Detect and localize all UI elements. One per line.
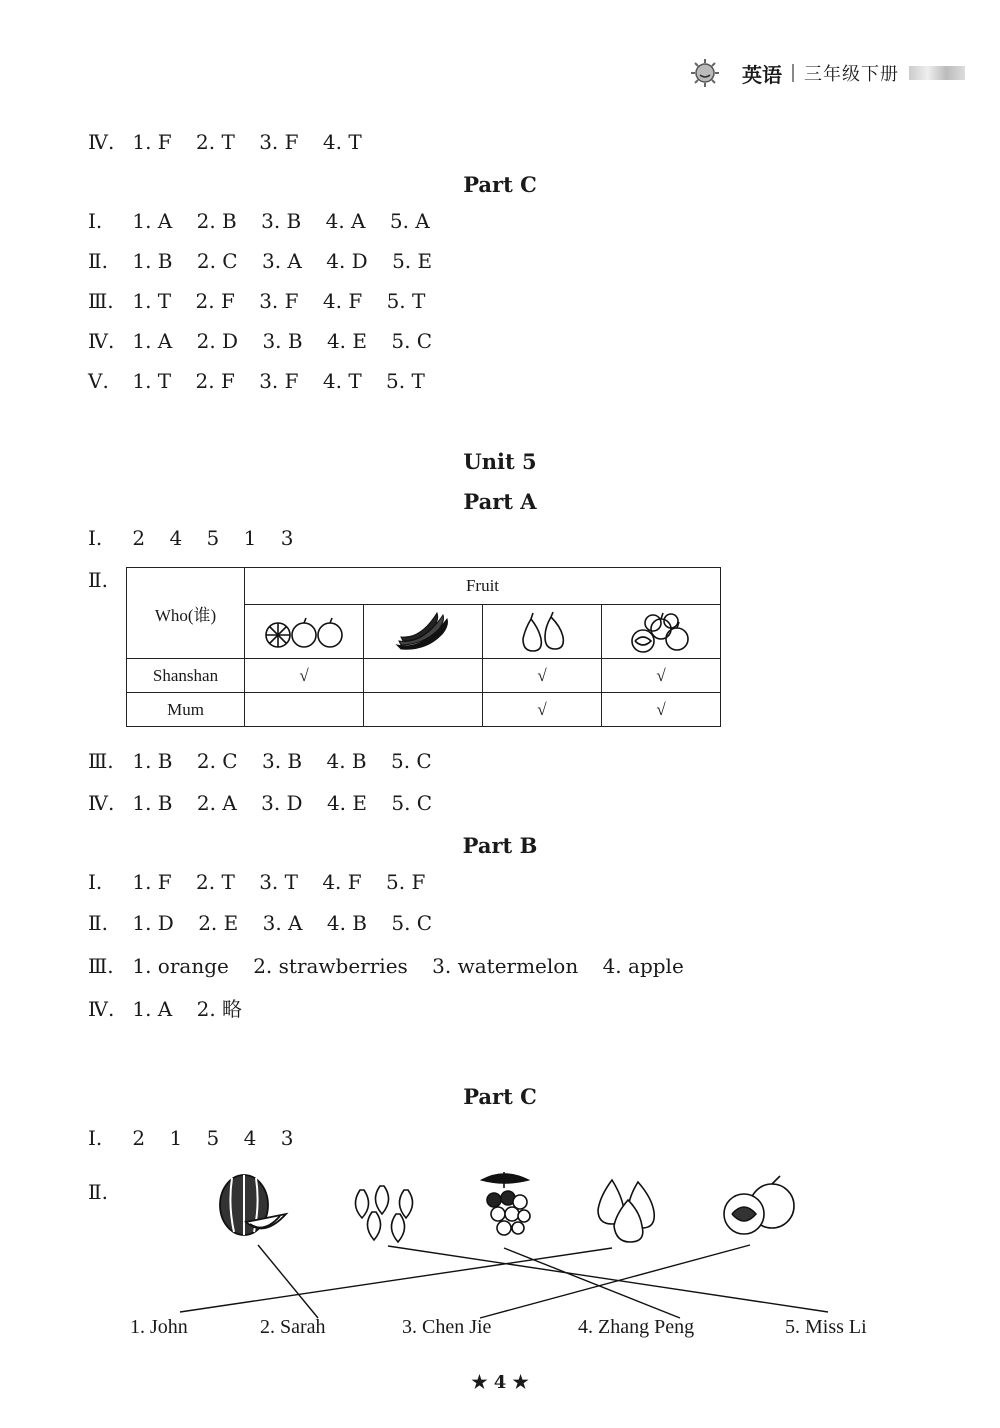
answer-item: 3. F	[259, 130, 299, 154]
answer-row	[88, 524, 311, 552]
answer-item: 5. T	[386, 369, 425, 393]
matching-lines	[180, 1245, 828, 1318]
answer-item: 3. T	[259, 870, 298, 894]
answer-item: 4. T	[322, 130, 362, 154]
apple-icon	[629, 609, 693, 655]
banana-icon	[393, 611, 453, 653]
check-mark	[364, 693, 483, 727]
answer-item: 4. F	[322, 870, 362, 894]
answer-row	[88, 789, 450, 817]
answer-item: 4. E	[326, 791, 367, 815]
header-divider	[792, 64, 794, 82]
roman-numeral: Ⅰ.	[88, 209, 103, 233]
answer-row	[88, 747, 450, 775]
roman-numeral: Ⅳ.	[88, 130, 115, 154]
answer-row	[88, 287, 443, 315]
answer-item: 5	[206, 526, 220, 550]
answer-row	[88, 207, 448, 235]
banana-cell	[364, 605, 483, 659]
answer-item: 4	[169, 526, 183, 550]
answer-item: 1. A	[132, 209, 173, 233]
answer-item: 4. A	[325, 209, 366, 233]
answer-item: 2. T	[196, 130, 235, 154]
answer-row	[88, 952, 702, 980]
check-mark: √	[483, 659, 602, 693]
answer-item: 1	[169, 1126, 183, 1150]
apple-cell	[602, 605, 721, 659]
row-name: Mum	[127, 693, 245, 727]
answer-row	[88, 1124, 311, 1152]
check-mark: √	[483, 693, 602, 727]
answer-item: 2. C	[196, 249, 238, 273]
fruit-header: Fruit	[245, 568, 721, 605]
grapes-icon	[482, 1172, 530, 1235]
roman-numeral: Ⅱ.	[88, 249, 108, 273]
answer-item: 5. C	[391, 791, 433, 815]
answer-item: 2. 略	[196, 997, 243, 1021]
answer-row	[88, 995, 260, 1023]
strawberry-icon	[355, 1186, 412, 1242]
answer-item: 2. F	[195, 369, 235, 393]
answer-item: 1. D	[132, 911, 174, 935]
answer-item: 1. T	[132, 289, 172, 313]
who-header: Who(谁)	[127, 568, 245, 659]
section-heading: Part C	[463, 172, 537, 197]
answer-item: 2. E	[198, 911, 239, 935]
answer-item: 1. B	[132, 249, 173, 273]
grade-label: 三年级下册	[804, 64, 899, 85]
answer-item: 1. T	[132, 369, 172, 393]
answer-item: 4. B	[326, 749, 367, 773]
answer-item: 3	[280, 1126, 294, 1150]
answer-item: 3. F	[259, 369, 299, 393]
sun-logo-icon	[690, 58, 720, 88]
check-mark	[245, 693, 364, 727]
answer-item: 2. T	[196, 870, 235, 894]
roman-numeral: Ⅲ.	[88, 289, 114, 313]
answer-row	[88, 566, 126, 594]
roman-numeral: Ⅰ.	[88, 870, 103, 894]
answer-item: 2	[132, 526, 146, 550]
answer-item: 5. T	[386, 289, 426, 313]
answer-item: 5. C	[391, 911, 433, 935]
answer-item: 1	[243, 526, 257, 550]
answer-item: 2. A	[196, 791, 237, 815]
name-label: 2. Sarah	[260, 1316, 326, 1338]
answer-row	[88, 247, 450, 275]
answer-item: 5. C	[390, 749, 432, 773]
answer-item: 4. F	[322, 289, 363, 313]
answer-item: 1. A	[132, 329, 173, 353]
page-header	[690, 58, 965, 88]
header-decoration	[909, 66, 965, 80]
watermelon-icon	[220, 1175, 286, 1235]
answer-item: 3. watermelon	[432, 954, 579, 978]
answer-item: 1. F	[132, 870, 172, 894]
answer-row	[88, 327, 450, 355]
page-number	[0, 1372, 1000, 1393]
roman-numeral: Ⅰ.	[88, 526, 103, 550]
row-name: Shanshan	[127, 659, 245, 693]
answer-item: 4. D	[326, 249, 368, 273]
star-icon: ★	[512, 1372, 529, 1393]
roman-numeral: Ⅳ.	[88, 329, 115, 353]
answer-item: 3. B	[262, 329, 303, 353]
answer-item: 2. strawberries	[253, 954, 408, 978]
roman-numeral: Ⅱ.	[88, 911, 108, 935]
check-mark: √	[602, 693, 721, 727]
answer-item: 2. F	[195, 289, 235, 313]
answer-item: 2. D	[196, 329, 239, 353]
answer-item: 4. T	[322, 369, 362, 393]
answer-item: 4	[243, 1126, 257, 1150]
roman-numeral: Ⅲ.	[88, 749, 114, 773]
section-heading: Part A	[463, 489, 537, 514]
answer-item: 5. F	[386, 870, 426, 894]
roman-numeral: Ⅱ.	[88, 1180, 108, 1204]
answer-item: 4. apple	[602, 954, 684, 978]
answer-item: 1. F	[132, 130, 172, 154]
roman-numeral: Ⅲ.	[88, 954, 114, 978]
answer-item: 1. orange	[132, 954, 229, 978]
answer-item: 3. F	[259, 289, 299, 313]
subject-label: 英语	[742, 62, 782, 87]
answer-item: 1. B	[132, 749, 173, 773]
answer-item: 5. A	[389, 209, 430, 233]
answer-item: 3	[280, 526, 294, 550]
answer-row	[88, 128, 380, 156]
fruit-table	[126, 567, 721, 727]
answer-item: 5. C	[391, 329, 433, 353]
orange-icon	[262, 613, 346, 651]
answer-item: 4. B	[326, 911, 367, 935]
answer-item: 2. B	[196, 209, 237, 233]
name-label: 5. Miss Li	[785, 1316, 867, 1338]
answer-item: 5	[206, 1126, 220, 1150]
answer-item: 3. A	[262, 911, 303, 935]
orange-cell	[245, 605, 364, 659]
answer-row	[88, 367, 443, 395]
answer-item: 5. E	[392, 249, 433, 273]
answer-item: 2	[132, 1126, 146, 1150]
check-mark	[364, 659, 483, 693]
roman-numeral: Ⅳ.	[88, 791, 115, 815]
answer-row	[88, 909, 450, 937]
roman-numeral: Ⅰ.	[88, 1126, 103, 1150]
section-heading: Part C	[463, 1084, 537, 1109]
roman-numeral: Ⅱ.	[88, 568, 108, 592]
answer-item: 4. E	[326, 329, 367, 353]
answer-item: 2. C	[196, 749, 238, 773]
roman-numeral: Ⅴ.	[88, 369, 109, 393]
name-label: 4. Zhang Peng	[578, 1316, 695, 1338]
unit-title: Unit 5	[463, 449, 537, 474]
answer-item: 1. B	[132, 791, 173, 815]
answer-item: 1. A	[132, 997, 173, 1021]
pear-icon	[517, 611, 567, 653]
name-label: 1. John	[130, 1316, 188, 1338]
matching-diagram	[0, 1170, 1000, 1370]
answer-item: 3. A	[261, 249, 302, 273]
pear-icon	[598, 1180, 654, 1242]
answer-item: 3. B	[261, 209, 302, 233]
star-icon: ★	[471, 1372, 488, 1393]
page-number-value: 4	[493, 1372, 507, 1393]
check-mark: √	[602, 659, 721, 693]
roman-numeral: Ⅳ.	[88, 997, 115, 1021]
answer-item: 3. D	[261, 791, 303, 815]
pear-cell	[483, 605, 602, 659]
answer-row	[88, 868, 443, 896]
check-mark: √	[245, 659, 364, 693]
apple-icon	[724, 1176, 794, 1234]
answer-item: 3. B	[261, 749, 303, 773]
section-heading: Part B	[462, 833, 538, 858]
name-label: 3. Chen Jie	[402, 1316, 492, 1338]
